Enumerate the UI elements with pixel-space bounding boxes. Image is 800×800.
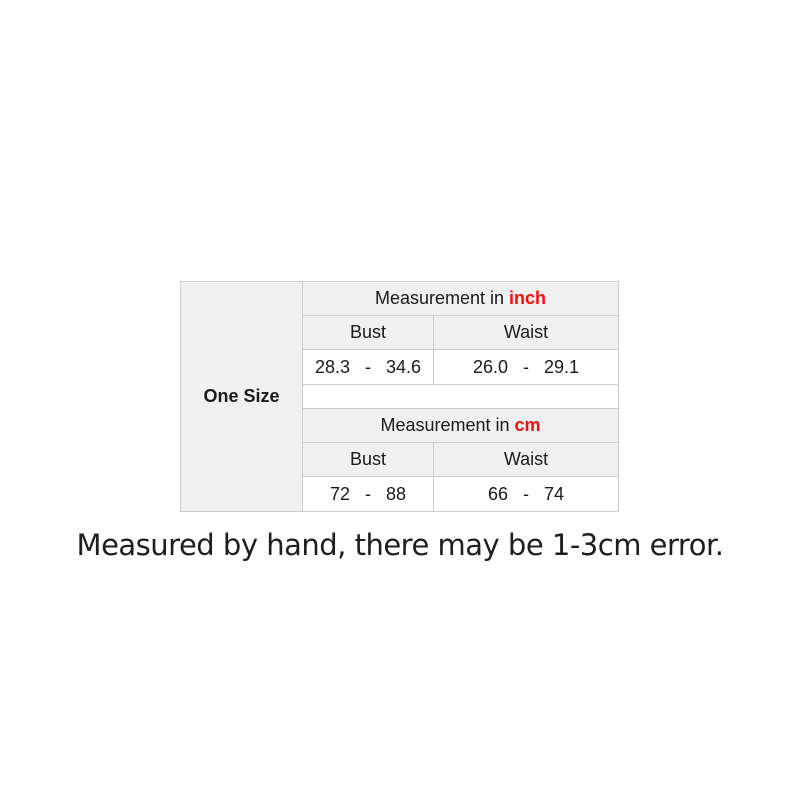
table-row-unit-inch — [181, 282, 619, 316]
unit-header-inch-cell — [303, 282, 619, 316]
size-chart-table — [180, 281, 619, 512]
column-header-bust-cm: Bust — [303, 443, 434, 477]
column-header-waist-inch: Waist — [434, 316, 619, 350]
value-bust-cm: 72 - 88 — [303, 477, 434, 512]
value-bust-inch: 28.3 - 34.6 — [303, 350, 434, 385]
column-header-waist-cm: Waist — [434, 443, 619, 477]
unit-header-cm-cell — [303, 409, 619, 443]
measurement-disclaimer: Measured by hand, there may be 1-3cm error. — [76, 528, 724, 562]
measurement-prefix-cm: Measurement in — [380, 415, 515, 435]
spacer-cell — [303, 385, 619, 409]
size-label-cell: One Size — [181, 282, 303, 512]
unit-label-inch: inch — [509, 288, 547, 308]
unit-label-cm: cm — [514, 415, 541, 435]
column-header-bust-inch: Bust — [303, 316, 434, 350]
value-waist-cm: 66 - 74 — [434, 477, 619, 512]
measurement-prefix-inch: Measurement in — [374, 288, 510, 308]
value-waist-inch: 26.0 - 29.1 — [434, 350, 619, 385]
